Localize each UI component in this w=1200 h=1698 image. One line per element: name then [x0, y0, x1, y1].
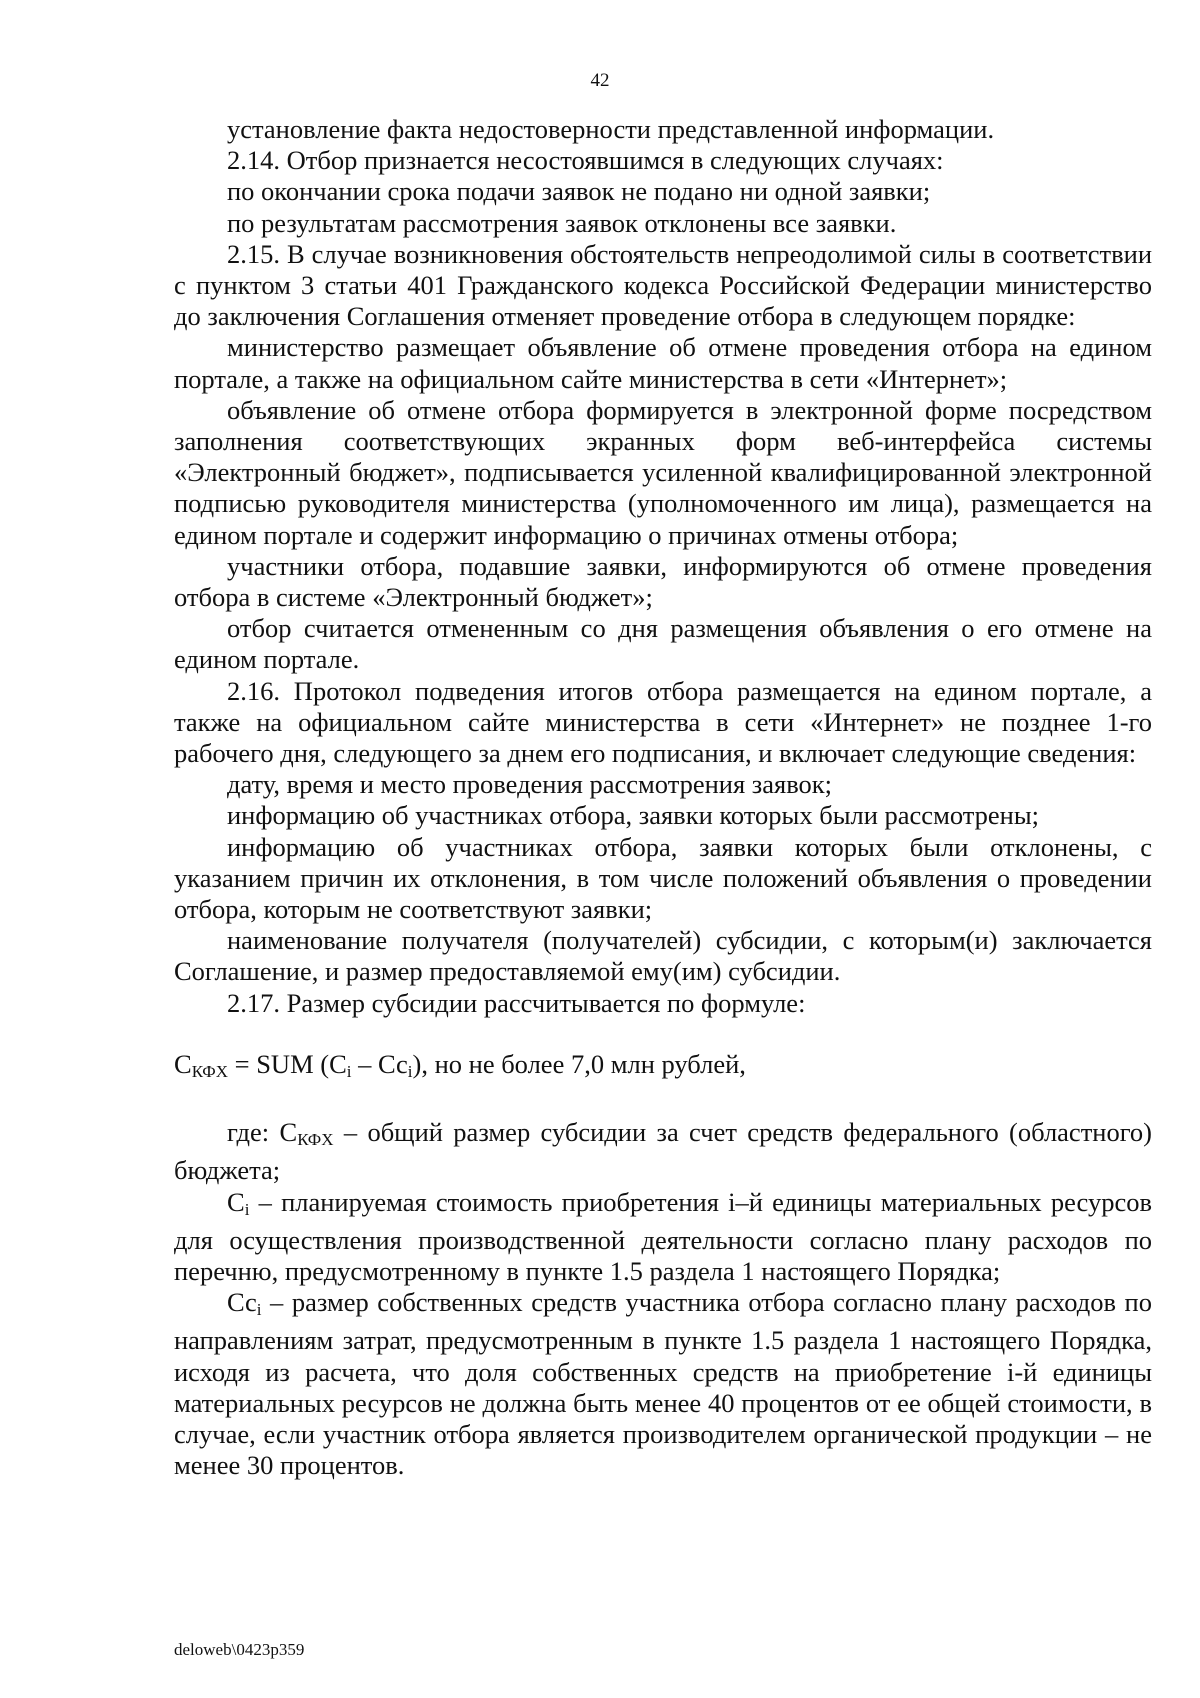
paragraph: наименование получателя (получателей) субсидии, с которым(и) заключается Соглашение, и размер предоставляемой ему(им) субсидии. — [174, 925, 1152, 987]
definition-cci: $Сс_i$ – размер собственных средств участника отбора согласно плану расходов по направлениям затрат, предусмотренным в пункте 1.5 раздела 1 настоящего Порядка, исходя из расчета, что доля собственных средств на приобретение i-й единицы материальных ресурсов не должна быть менее 40 процентов от ее общей стоимости, в случае, если участник отбора является производителем органической продукции – не менее 30 процентов. — [174, 1287, 1152, 1481]
paragraph: установление факта недостоверности представленной информации. — [227, 114, 995, 144]
paragraph: отбор считается отмененным со дня размещения объявления о его отмене на едином портале. — [174, 613, 1152, 675]
document-body — [174, 114, 1152, 1481]
definition-ckfx: где: $С_{КФХ}$ – общий размер субсидии за счет средств федерального (областного) бюджета; — [174, 1117, 1152, 1186]
paragraph: 2.15. В случае возникновения обстоятельств непреодолимой силы в соответствии с пунктом 3 статьи 401 Гражданского кодекса Российской Федерации министерство до заключения Соглашения отменяет проведение отбора в следующем порядке: — [174, 238, 1152, 332]
subsidy-formula: $С_{КФХ}$ = SUM $(С_i - Сс_i)$, но не более 7,0 млн рублей, — [174, 1048, 746, 1081]
paragraph: по окончании срока подачи заявок не подано ни одной заявки; — [227, 176, 931, 207]
paragraph: 2.14. Отбор признается несостоявшимся в следующих случаях: — [227, 145, 944, 176]
paragraph: дату, время и место проведения рассмотрения заявок; — [227, 769, 833, 800]
paragraph: объявление об отмене отбора формируется в электронной форме посредством заполнения соответствующих экранных форм веб-интерфейса системы «Электронный бюджет», подписывается усиленной квалифицированной электронной подписью руководителя министерства (уполномоченного им лица), размещается на едином портале и содержит информацию о причинах отмены отбора; — [174, 394, 1152, 550]
paragraph: по результатам рассмотрения заявок отклонены все заявки. — [227, 207, 897, 238]
document-footer-code: deloweb\0423p359 — [174, 1640, 305, 1659]
paragraph: 2.17. Размер субсидии рассчитывается по формуле: — [227, 987, 806, 1018]
paragraph: информацию об участниках отбора, заявки которых были рассмотрены; — [227, 800, 1040, 831]
paragraph: информацию об участниках отбора, заявки которых были отклонены, с указанием причин их отклонения, в том числе положений объявления о проведении отбора, которым не соответствуют заявки; — [174, 831, 1152, 925]
paragraph: министерство размещает объявление об отмене проведения отбора на едином портале, а также на официальном сайте министерства в сети «Интернет»; — [174, 332, 1152, 394]
paragraph: участники отбора, подавшие заявки, информируются об отмене проведения отбора в системе «Электронный бюджет»; — [174, 550, 1152, 613]
paragraph: 2.16. Протокол подведения итогов отбора размещается на едином портале, а также на официальном сайте министерства в сети «Интернет» не позднее 1-го рабочего дня, следующего за днем его подписания, и включает следующие сведения: — [174, 675, 1152, 769]
definition-ci: $С_i$ – планируемая стоимость приобретения i–й единицы материальных ресурсов для осуществления производственной деятельности согласно плану расходов по перечню, предусмотренному в пункте 1.5 раздела 1 настоящего Порядка; — [174, 1186, 1152, 1286]
page-number: 42 — [590, 70, 610, 91]
